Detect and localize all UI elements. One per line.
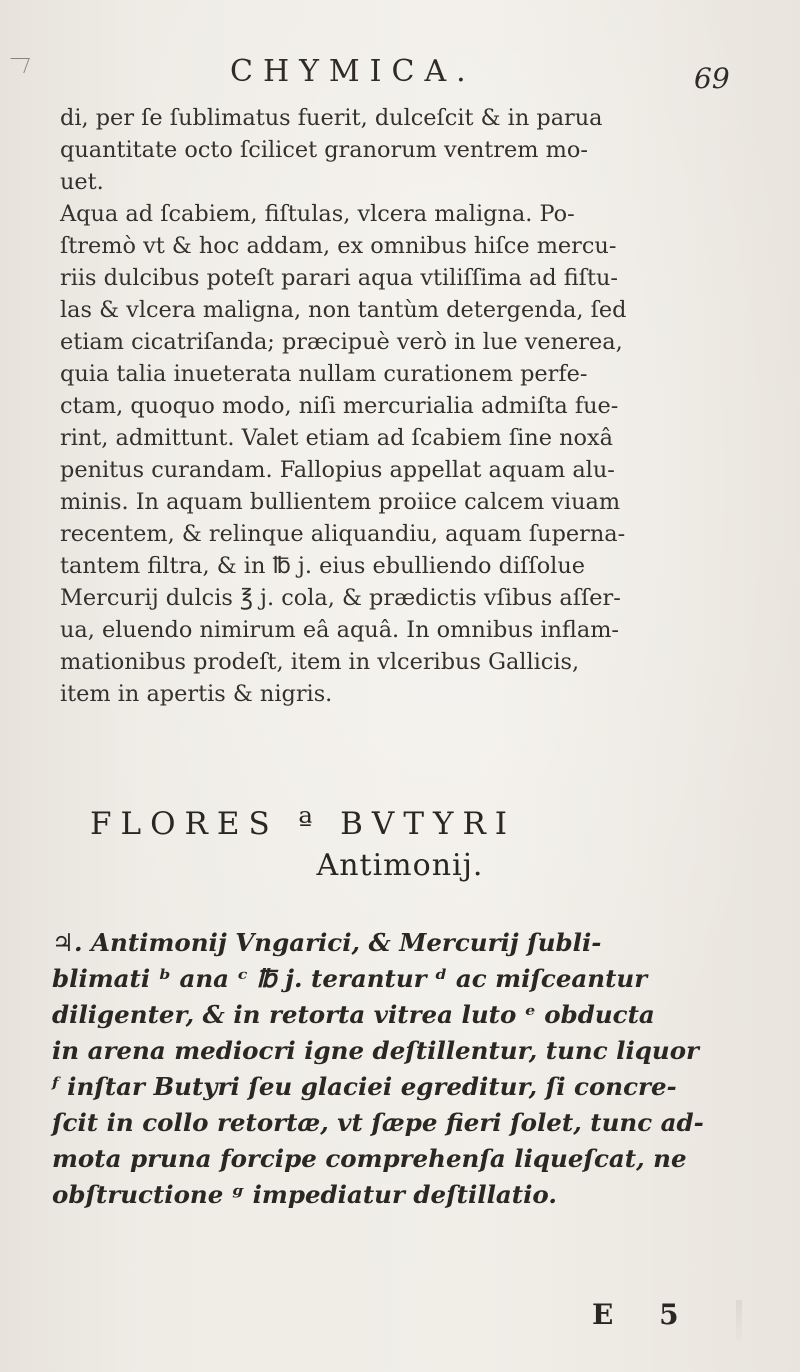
text-line: ua, eluendo nimirum eâ aquâ. In omnibus inflam- bbox=[60, 617, 619, 643]
text-line: quia talia inueterata nullam curationem perfe- bbox=[60, 361, 588, 387]
recipe-line: ♃. Antimonij Vngarici, & Mercurij ſubli- bbox=[52, 928, 602, 957]
text-line: quantitate octo ſcilicet granorum ventrem mo- bbox=[60, 137, 588, 163]
text-line: Mercurij dulcis ℥ j. cola, & prædictis vſibus aſſer- bbox=[60, 585, 621, 611]
recipe-text-block bbox=[52, 925, 762, 1213]
recipe-line: ſcit in collo retortæ, vt ſæpe fieri ſolet, tunc ad- bbox=[52, 1108, 704, 1137]
paper-stain bbox=[736, 1300, 742, 1340]
text-line: di, per ſe ſublimatus fuerit, dulceſcit & in parua bbox=[60, 105, 603, 131]
running-title: CHYMICA. bbox=[230, 54, 476, 89]
text-line: Aqua ad ſcabiem, fiſtulas, vlcera maligna. Po- bbox=[60, 201, 575, 227]
page-fold-mark bbox=[5, 58, 29, 73]
text-line: ctam, quoquo modo, niſi mercurialia admiſta fue- bbox=[60, 393, 619, 419]
text-line: item in apertis & nigris. bbox=[60, 681, 333, 707]
recipe-line: blimati ᵇ ana ᶜ ℔ j. terantur ᵈ ac miſceantur bbox=[52, 964, 648, 993]
section-subheading: Antimonij. bbox=[316, 848, 484, 883]
page-number: 69 bbox=[694, 62, 730, 95]
text-line: tantem filtra, & in ℔ j. eius ebulliendo diſſolue bbox=[60, 553, 586, 579]
text-line: minis. In aquam bullientem proiice calcem viuam bbox=[60, 489, 621, 515]
text-line: penitus curandam. Fallopius appellat aquam alu- bbox=[60, 457, 615, 483]
text-line: mationibus prodeſt, item in vlceribus Gallicis, bbox=[60, 649, 580, 675]
text-line: etiam cicatriſanda; præcipuè verò in lue venerea, bbox=[60, 329, 623, 355]
recipe-line: diligenter, & in retorta vitrea luto ᵉ obducta bbox=[52, 1000, 655, 1029]
recipe-line: mota pruna forcipe comprehenſa liqueſcat, ne bbox=[52, 1144, 687, 1173]
recipe-line: ᶠ inſtar Butyri ſeu glaciei egreditur, ſi concre- bbox=[52, 1072, 677, 1101]
section-heading: FLORES ª BVTYRI bbox=[90, 806, 517, 842]
signature-mark: E 5 bbox=[592, 1298, 697, 1331]
recipe-line: obſtructione ᵍ impediatur deſtillatio. bbox=[52, 1180, 557, 1209]
text-line: riis dulcibus poteſt parari aqua vtiliſſima ad fiſtu- bbox=[60, 265, 618, 291]
text-line: las & vlcera maligna, non tantùm detergenda, ſed bbox=[60, 297, 627, 323]
recipe-line: in arena mediocri igne deſtillentur, tunc liquor bbox=[52, 1036, 699, 1065]
text-line: rint, admittunt. Valet etiam ad ſcabiem ſine noxâ bbox=[60, 425, 613, 451]
text-line: recentem, & relinque aliquandiu, aquam ſuperna- bbox=[60, 521, 626, 547]
text-line: uet. bbox=[60, 169, 104, 195]
main-text-block bbox=[60, 102, 750, 710]
text-line: ſtremò vt & hoc addam, ex omnibus hiſce mercu- bbox=[60, 233, 617, 259]
